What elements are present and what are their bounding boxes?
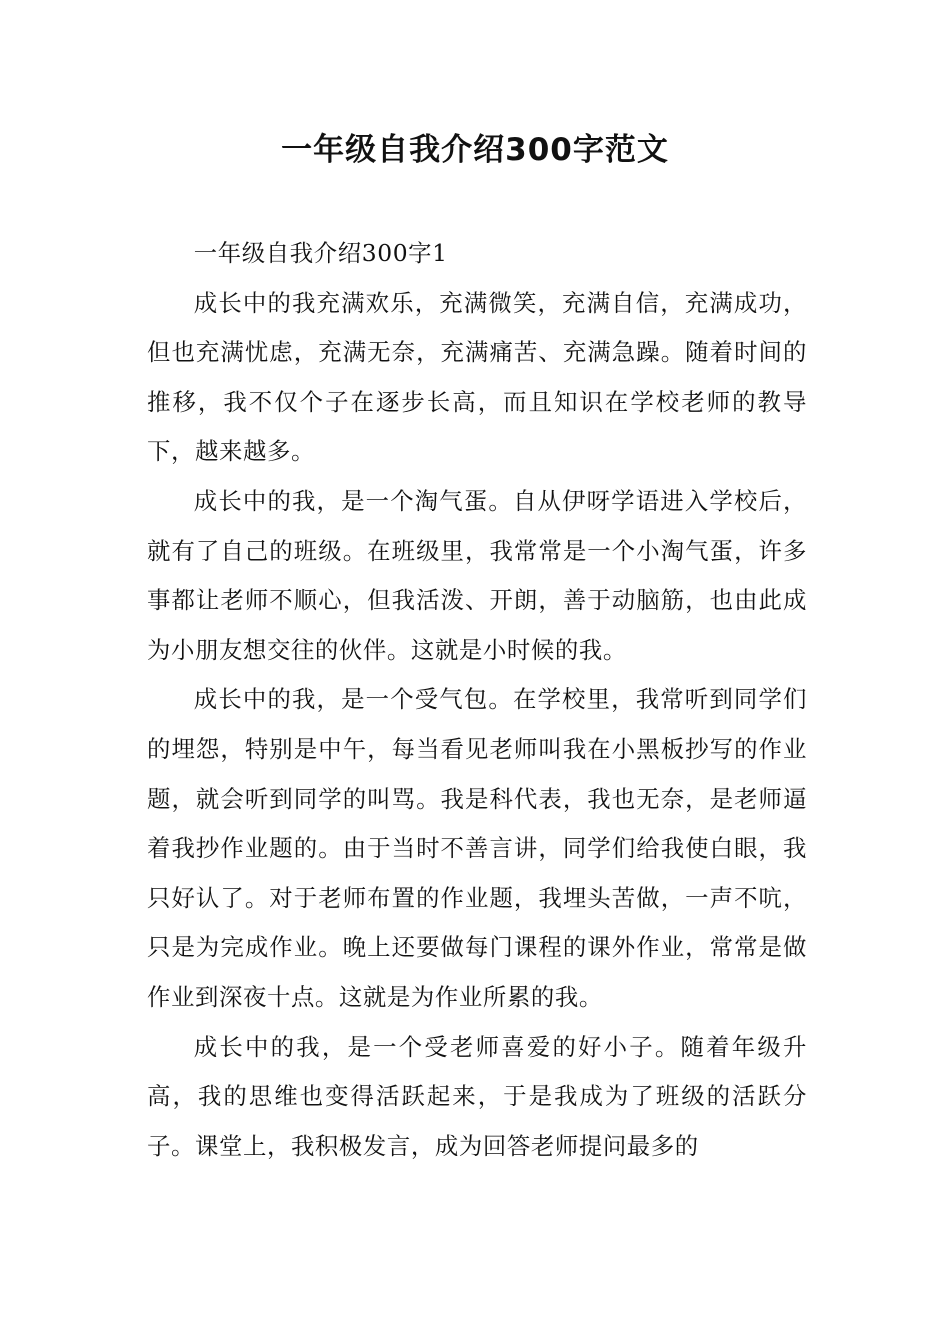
document-body (147, 229, 807, 1171)
paragraph-3: 成长中的我，是一个受气包。在学校里，我常听到同学们的埋怨，特别是中午，每当看见老师叫我在小黑板抄写的作业题，就会听到同学的叫骂。我是科代表，我也无奈，是老师逼着我抄作业题的。由于当时不善言讲，同学们给我使白眼，我只好认了。对于老师布置的作业题，我埋头苦做，一声不吭，只是为完成作业。晚上还要做每门课程的课外作业，常常是做作业到深夜十点。这就是为作业所累的我。 (147, 685, 807, 1011)
paragraph-4: 成长中的我，是一个受老师喜爱的好小子。随着年级升高，我的思维也变得活跃起来，于是我成为了班级的活跃分子。课堂上，我积极发言，成为回答老师提问最多的 (147, 1032, 807, 1160)
document-title: 一年级自我介绍300字范文 (281, 132, 669, 168)
paragraph-2: 成长中的我，是一个淘气蛋。自从伊呀学语进入学校后，就有了自己的班级。在班级里，我常常是一个小淘气蛋，许多事都让老师不顺心，但我活泼、开朗，善于动脑筋，也由此成为小朋友想交往的伙伴。这就是小时候的我。 (147, 486, 807, 664)
section-heading: 一年级自我介绍300字1 (193, 239, 448, 267)
paragraph-1: 成长中的我充满欢乐，充满微笑，充满自信，充满成功，但也充满忧虑，充满无奈，充满痛苦、充满急躁。随着时间的推移，我不仅个子在逐步长高，而且知识在学校老师的教导下，越来越多。 (147, 288, 807, 466)
